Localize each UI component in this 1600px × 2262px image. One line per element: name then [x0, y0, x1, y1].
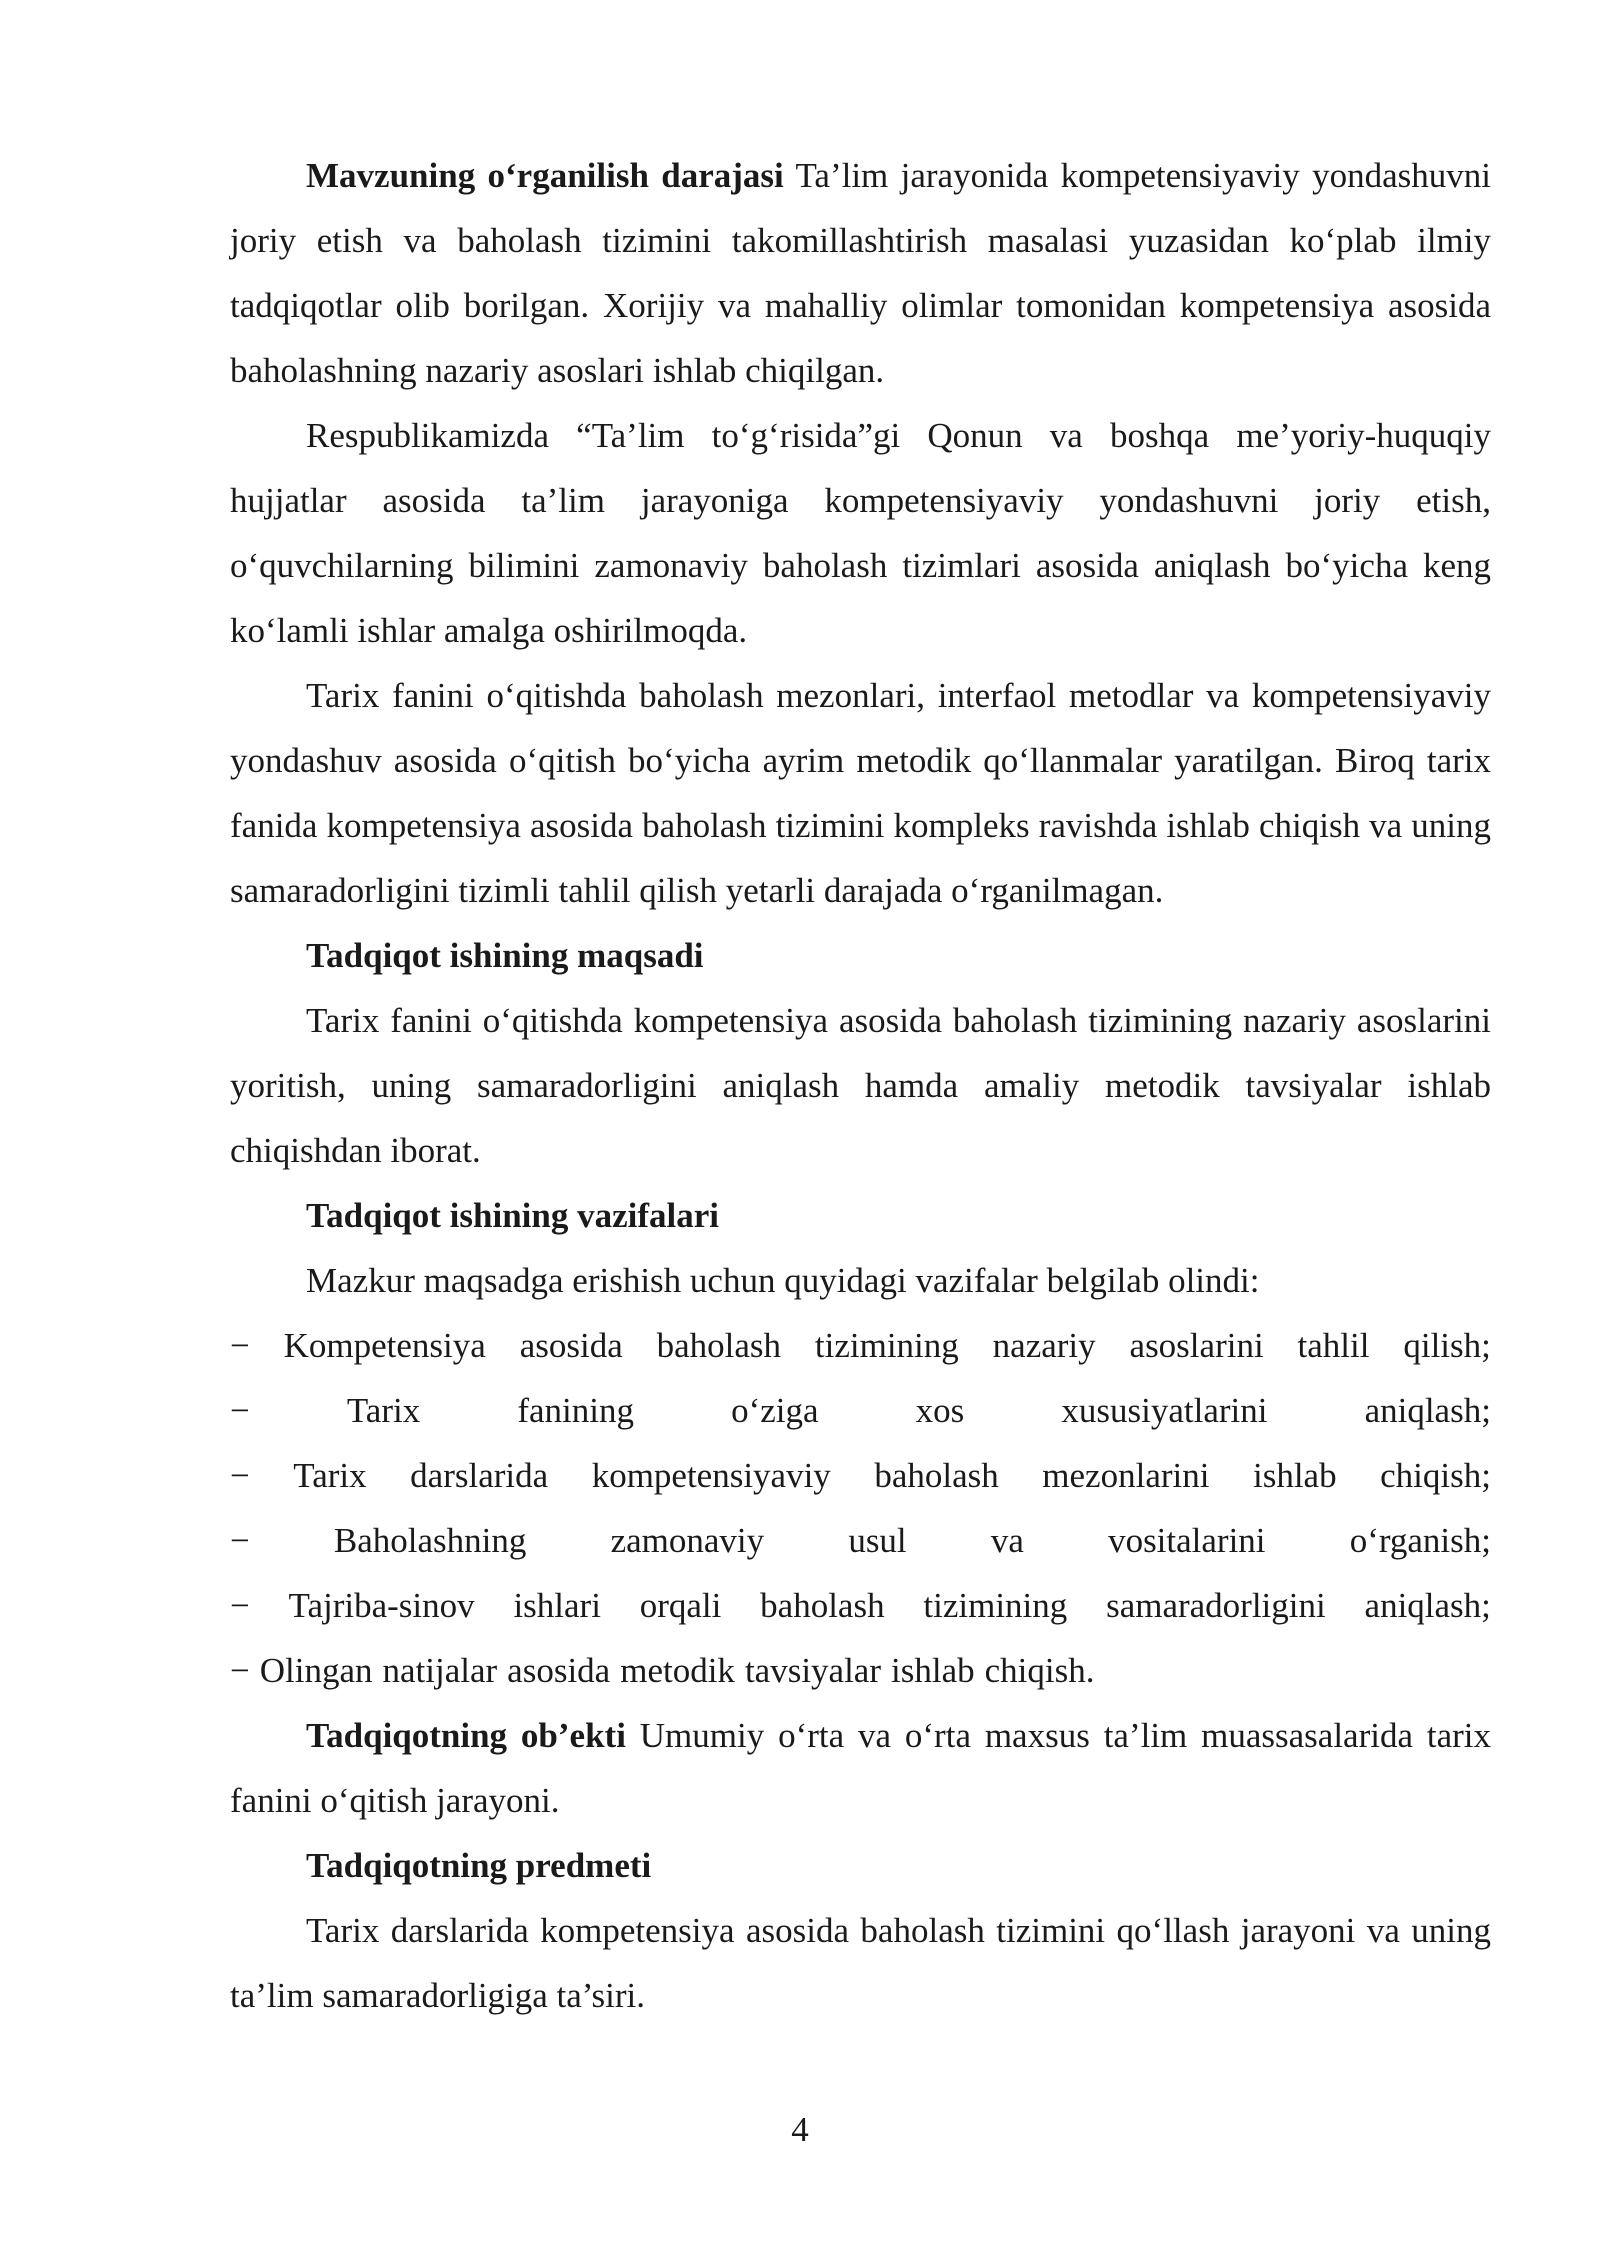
task-list	[230, 1313, 1491, 1703]
task-word: chiqish;	[1380, 1456, 1491, 1495]
task-word: o‘rganish;	[1349, 1521, 1491, 1560]
page-number: 4	[791, 2110, 809, 2149]
task-word: baholash	[874, 1456, 999, 1495]
task-word: aniqlash;	[1364, 1391, 1491, 1430]
task-word: o‘ziga	[731, 1391, 819, 1430]
task-word: xos	[915, 1391, 965, 1430]
heading-research-goal: Tadqiqot ishining maqsadi	[306, 936, 704, 975]
task-item	[230, 1313, 1491, 1378]
heading-research-subject: Tadqiqotning predmeti	[306, 1846, 652, 1885]
task-word: natijalar	[382, 1651, 498, 1690]
task-word: kompetensiyaviy	[591, 1456, 831, 1495]
task-word: ishlab	[891, 1651, 975, 1690]
paragraph-research-goal: Tarix fanini o‘qitishda kompetensiya asosida baholash tizimining nazariy asoslarini yoritish, uning samaradorligini aniqlash hamda amaliy metodik tavsiyalar ishlab chiqishdan iborat.	[230, 1001, 1491, 1170]
task-item	[230, 1573, 1491, 1638]
task-word: samaradorligini	[1106, 1586, 1326, 1625]
paragraph-republic: Respublikamizda “Ta’lim to‘g‘risida”gi Qonun va boshqa me’yoriy-huquqiy hujjatlar asosida ta’lim jarayoniga kompetensiyaviy yondashuvni joriy etish, o‘quvchilarning bilimini zamonaviy baholash tizimlari asosida aniqlash bo‘yicha keng ko‘lamli ishlar amalga oshirilmoqda.	[230, 416, 1491, 650]
task-word: zamonaviy	[610, 1521, 765, 1560]
task-word: darslarida	[410, 1456, 549, 1495]
task-word: asoslarini	[1129, 1326, 1264, 1365]
task-word: asosida	[507, 1651, 611, 1690]
paragraph-research-subject: Tarix darslarida kompetensiya asosida baholash tizimini qo‘llash jarayoni va uning ta’lim samaradorligiga ta’siri.	[230, 1911, 1491, 2015]
paragraph-research-object	[230, 1703, 1491, 1833]
task-word: ishlari	[513, 1586, 601, 1625]
task-word: Tarix	[346, 1391, 421, 1430]
task-word: fanining	[517, 1391, 634, 1430]
task-item	[230, 1378, 1491, 1443]
task-word: tizimining	[923, 1586, 1068, 1625]
paragraph-tasks-intro: Mazkur maqsadga erishish uchun quyidagi vazifalar belgilab olindi:	[306, 1261, 1260, 1300]
research-object-heading: Tadqiqotning ob’ekti	[306, 1716, 626, 1755]
task-word: usul	[848, 1521, 907, 1560]
task-word: nazariy	[992, 1326, 1096, 1365]
task-item	[230, 1638, 1491, 1703]
task-item	[230, 1508, 1491, 1573]
paragraph-study-level	[230, 143, 1491, 403]
task-word: −	[230, 1521, 250, 1560]
task-word: −	[230, 1326, 250, 1365]
task-word: xususiyatlarini	[1061, 1391, 1268, 1430]
task-word: chiqish.	[984, 1651, 1095, 1690]
task-word: orqali	[639, 1586, 722, 1625]
study-level-heading: Mavzuning o‘rganilish darajasi	[306, 156, 784, 195]
task-word: −	[230, 1586, 250, 1625]
task-word: tizimining	[814, 1326, 959, 1365]
research-object-text: Umumiy o‘rta va o‘rta maxsus ta’lim muassasalarida tarix fanini o‘qitish jarayoni.	[230, 1716, 1491, 1820]
task-word: baholash	[760, 1586, 885, 1625]
task-word: va	[990, 1521, 1024, 1560]
page-body	[230, 143, 1491, 2028]
task-word: −	[230, 1391, 250, 1430]
task-item	[230, 1443, 1491, 1508]
task-word: qilish;	[1403, 1326, 1491, 1365]
task-word: tahlil	[1297, 1326, 1370, 1365]
task-word: tavsiyalar	[744, 1651, 881, 1690]
task-word: Kompetensiya	[283, 1326, 486, 1365]
task-word: asosida	[519, 1326, 623, 1365]
heading-research-tasks: Tadqiqot ishining vazifalari	[306, 1196, 719, 1235]
task-word: −	[230, 1456, 250, 1495]
task-word: −	[230, 1651, 250, 1690]
task-word: mezonlarini	[1042, 1456, 1210, 1495]
task-word: baholash	[656, 1326, 782, 1365]
task-word: Baholashning	[333, 1521, 527, 1560]
paragraph-history-methods: Tarix fanini o‘qitishda baholash mezonlari, interfaol metodlar va kompetensiyaviy yondashuv asosida o‘qitish bo‘yicha ayrim metodik qo‘llanmalar yaratilgan. Biroq tarix fanida kompetensiya asosida baholash tizimini kompleks ravishda ishlab chiqish va uning samaradorligini tizimli tahlil qilish yetarli darajada o‘rganilmagan.	[230, 676, 1491, 910]
task-word: Tarix	[293, 1456, 367, 1495]
task-word: Olingan	[259, 1651, 373, 1690]
task-word: Tajriba-sinov	[288, 1586, 475, 1625]
study-level-text: Ta’lim jarayonida kompetensiyaviy yondashuvni joriy etish va baholash tizimini takomillashtirish masalasi yuzasidan ko‘plab ilmiy tadqiqotlar olib borilgan. Xorijiy va mahalliy olimlar tomonidan kompetensiya asosida baholashning nazariy asoslari ishlab chiqilgan.	[230, 156, 1491, 390]
task-word: aniqlash;	[1364, 1586, 1491, 1625]
task-word: ishlab	[1252, 1456, 1337, 1495]
task-word: vositalarini	[1108, 1521, 1266, 1560]
task-word: metodik	[620, 1651, 735, 1690]
